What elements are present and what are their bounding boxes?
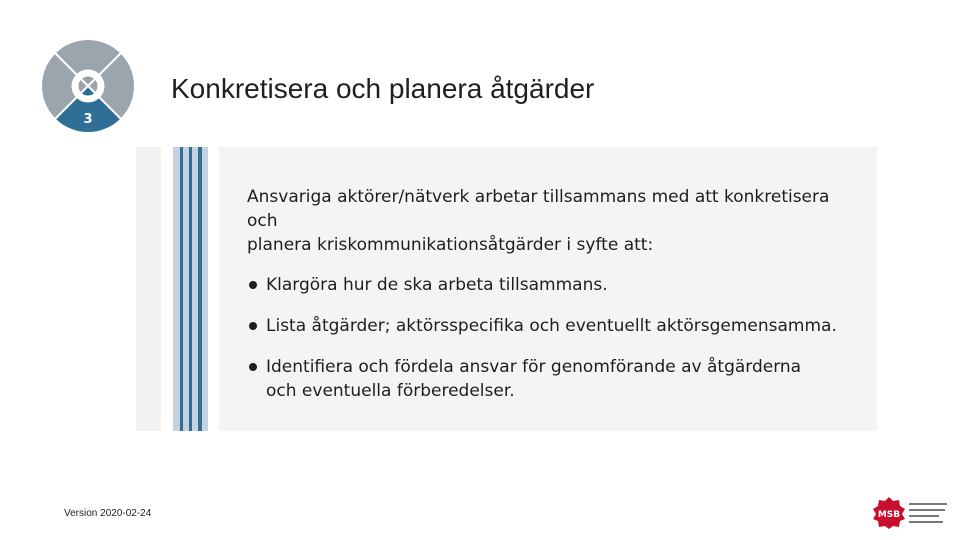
bullet-line: och eventuella förberedelser. bbox=[266, 381, 515, 401]
step-number: 3 bbox=[83, 112, 93, 127]
bullet-item bbox=[247, 314, 857, 338]
page-title: Konkretisera och planera åtgärder bbox=[171, 73, 595, 104]
intro-line: planera kriskommunikationsåtgärder i syfte att: bbox=[247, 235, 654, 255]
bullet-list bbox=[247, 273, 857, 403]
content-box bbox=[219, 147, 877, 431]
bullet-line: Klargöra hur de ska arbeta tillsammans. bbox=[266, 275, 608, 295]
stripe bbox=[198, 147, 202, 431]
msb-logo-icon bbox=[872, 496, 906, 530]
cycle-icon bbox=[40, 38, 136, 134]
step-icon bbox=[40, 38, 136, 134]
bullet-line: Lista åtgärder; aktörsspecifika och eventuellt aktörsgemensamma. bbox=[266, 316, 837, 336]
bullet-item bbox=[247, 273, 857, 297]
left-band bbox=[136, 147, 161, 431]
msb-logo-text: MSB bbox=[877, 510, 901, 520]
bullet-line: Identifiera och fördela ansvar för genomförande av åtgärderna bbox=[266, 357, 802, 377]
stripe bbox=[189, 147, 192, 431]
version-label: Version 2020-02-24 bbox=[64, 508, 152, 519]
logo-wordmark bbox=[909, 503, 951, 527]
bullet-item bbox=[247, 355, 857, 403]
stripe bbox=[180, 147, 183, 431]
intro-text bbox=[247, 185, 857, 257]
intro-line: Ansvariga aktörer/nätverk arbetar tillsammans med att konkretisera och bbox=[247, 187, 830, 231]
msb-logo bbox=[872, 496, 952, 530]
